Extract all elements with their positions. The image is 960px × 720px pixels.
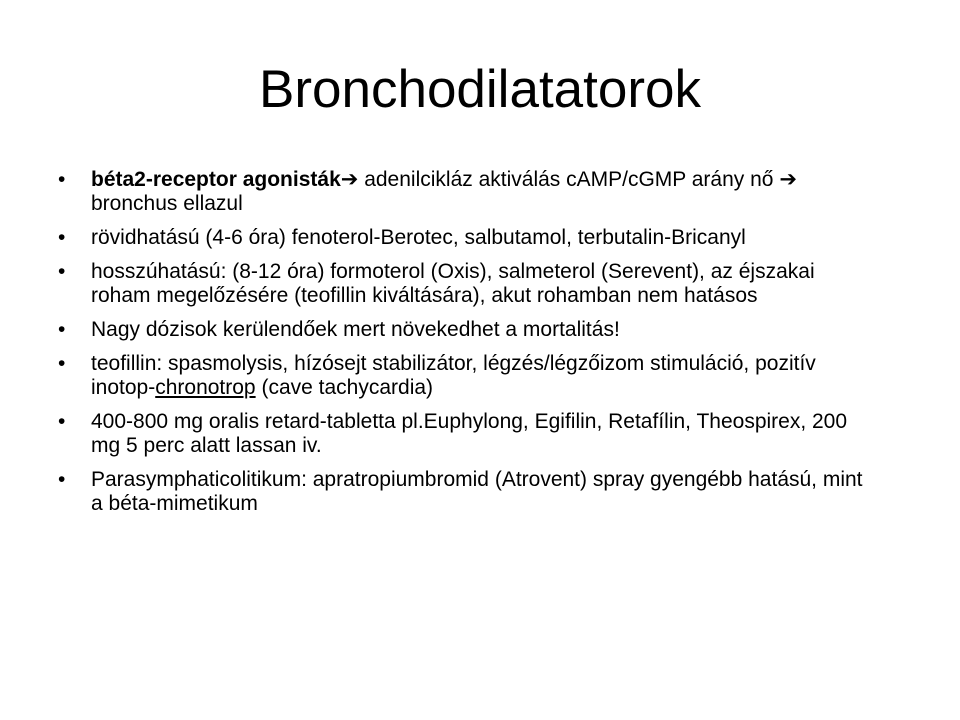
bullet-item-teofillin [58, 352, 878, 400]
bullet-dot: • [58, 468, 66, 491]
bullet-item-long-acting [58, 260, 878, 308]
bullet-item-parasympathicolytic [58, 468, 878, 516]
bullet-item-dosage [58, 410, 878, 458]
arrow-right-icon: ➔ [340, 168, 359, 191]
bullet-text-part: teofillin: spasmolysis, hízósejt stabilizátor, légzés/légzőizom stimuláció, pozitív inotop- [91, 352, 816, 399]
bullet-dot: • [58, 168, 66, 191]
bullet-item-short-acting [58, 226, 878, 250]
bullet-dot: • [58, 226, 66, 249]
bullet-item-high-doses [58, 318, 878, 342]
bullet-text-part: (cave tachycardia) [255, 376, 434, 399]
bullet-item-beta2 [58, 168, 878, 216]
bullet-dot: • [58, 352, 66, 375]
bullet-text: rövidhatású (4-6 óra) fenoterol-Berotec, salbutamol, terbutalin-Bricanyl [91, 226, 746, 249]
bullet-text: 400-800 mg oralis retard-tabletta pl.Euphylong, Egifilin, Retafílin, Theospirex, 200 mg 5 perc alatt lassan iv. [91, 410, 848, 457]
bullet-bold-text: béta2-receptor agonisták [91, 168, 341, 191]
bullet-text-part: bronchus ellazul [91, 192, 243, 215]
slide-title: Bronchodilatatorok [259, 60, 701, 119]
bullet-text: Parasymphaticolitikum: apratropiumbromid (Atrovent) spray gyengébb hatású, mint a béta-mimetikum [91, 468, 863, 515]
bullet-list [58, 168, 878, 526]
underlined-term: chronotrop [155, 376, 256, 399]
arrow-right-icon: ➔ [779, 168, 797, 191]
bullet-dot: • [58, 410, 66, 433]
bullet-text-part: adenilcikláz aktiválás cAMP/cGMP arány nő [358, 168, 780, 191]
bullet-dot: • [58, 260, 66, 283]
bullet-text: hosszúhatású: (8-12 óra) formoterol (Oxis), salmeterol (Serevent), az éjszakai roham megelőzésére (teofillin kiváltására), akut rohamban nem hatásos [91, 260, 815, 307]
bullet-dot: • [58, 318, 66, 341]
bullet-text: Nagy dózisok kerülendőek mert növekedhet a mortalitás! [91, 318, 620, 341]
